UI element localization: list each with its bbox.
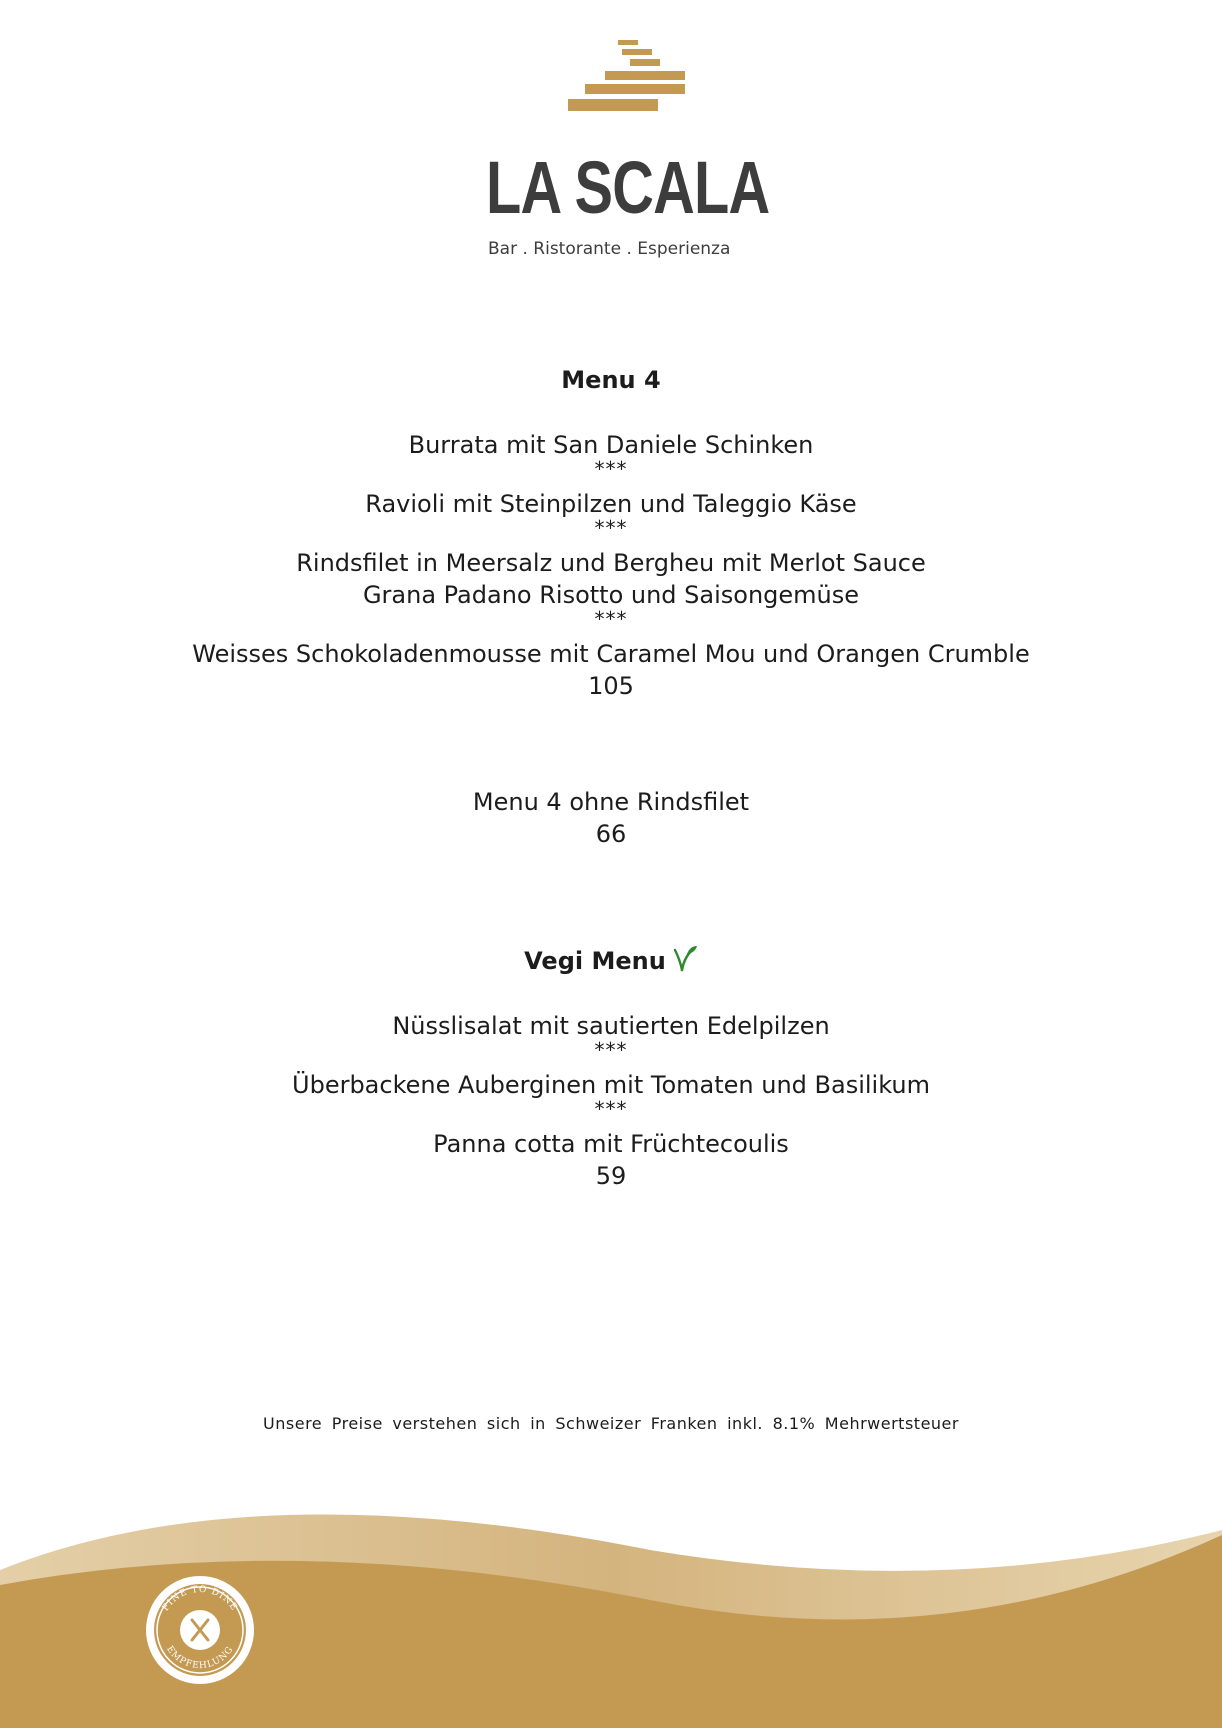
menu4-price: 105	[588, 672, 634, 700]
menu4-variant-title: Menu 4 ohne Rindsfilet	[472, 788, 750, 816]
restaurant-tagline: Bar . Ristorante . Esperienza	[488, 239, 731, 259]
vegi-menu-section	[0, 944, 1222, 1192]
stairs-logo-icon	[470, 36, 750, 116]
vegi-menu-heading	[0, 944, 1222, 977]
menu4-variant-section	[0, 786, 1222, 850]
restaurant-logo	[470, 36, 770, 259]
menu4-variant-price: 66	[595, 820, 627, 848]
fine-to-dine-seal-icon	[140, 1570, 260, 1690]
course-separator: ***	[594, 516, 628, 540]
menu4-course-1: Burrata mit San Daniele Schinken	[408, 431, 814, 459]
menu4-course-2: Ravioli mit Steinpilzen und Taleggio Käse	[365, 490, 857, 518]
leaf-icon	[672, 944, 698, 972]
vegi-course-1: Nüsslisalat mit sautierten Edelpilzen	[392, 1012, 830, 1040]
menu4-course-4: Weisses Schokoladenmousse mit Caramel Mou und Orangen Crumble	[192, 640, 1030, 668]
vegi-course-3: Panna cotta mit Früchtecoulis	[433, 1130, 789, 1158]
course-separator: ***	[594, 457, 628, 481]
menu4-section	[0, 364, 1222, 702]
course-separator: ***	[594, 1097, 628, 1121]
vegi-course-2: Überbackene Auberginen mit Tomaten und Basilikum	[292, 1071, 930, 1099]
vegi-price: 59	[595, 1162, 627, 1190]
menu4-course-3-side: Grana Padano Risotto und Saisongemüse	[362, 581, 860, 609]
menu4-title: Menu 4	[561, 366, 661, 394]
vegi-menu-title: Vegi Menu	[524, 947, 666, 975]
course-separator: ***	[594, 1038, 628, 1062]
price-note: Unsere Preise verstehen sich in Schweizer Franken inkl. 8.1% Mehrwertsteuer	[263, 1414, 959, 1433]
menu4-course-3: Rindsfilet in Meersalz und Bergheu mit Merlot Sauce	[296, 549, 926, 577]
restaurant-name: LA SCALA	[486, 146, 770, 229]
seal-text-top: FINE TO DINE	[160, 1584, 240, 1614]
seal-text-bottom: EMPFEHLUNG	[164, 1644, 236, 1672]
course-separator: ***	[594, 607, 628, 631]
